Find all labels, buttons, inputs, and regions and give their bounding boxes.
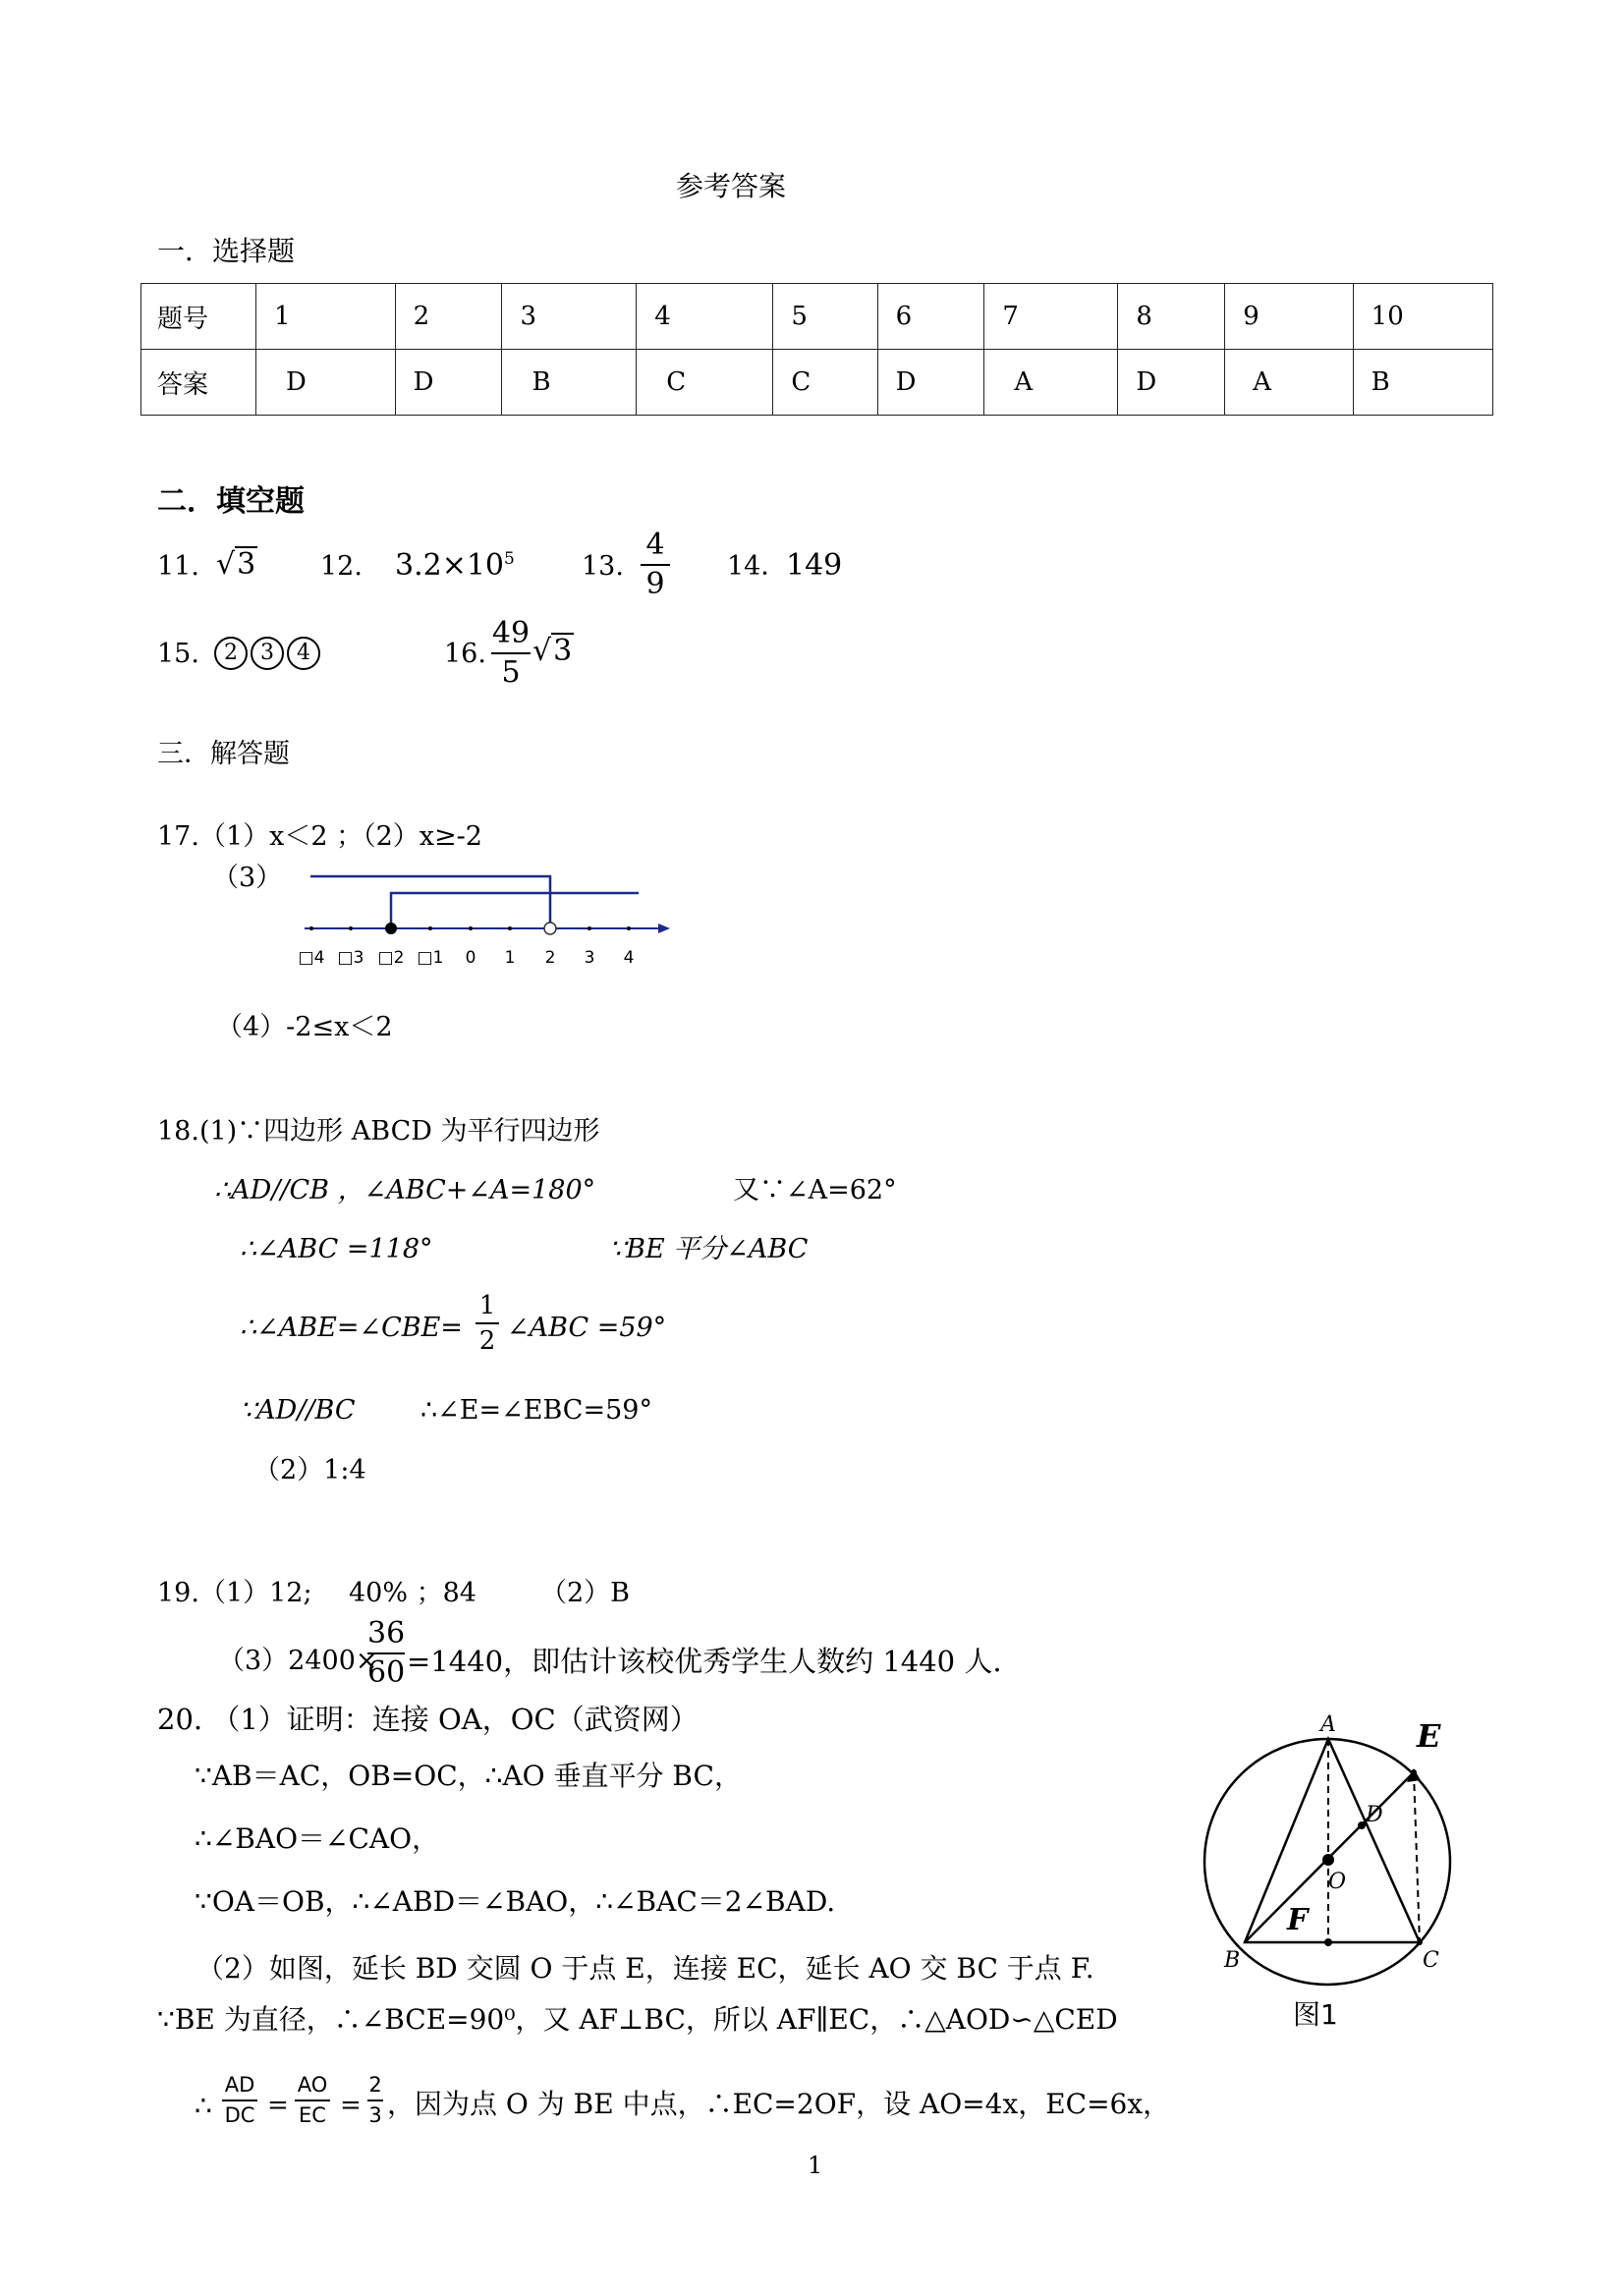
table-cell: D [877,350,984,416]
q18-line5a: ∵AD//BC [240,1395,356,1426]
circled-3: 3 [251,637,284,670]
triangle-abc [1245,1739,1420,1942]
q18-line5b: ∴∠E=∠EBC=59° [420,1395,652,1426]
section2-heading: 二．填空题 [157,484,305,519]
q18-line1: 18.(1)∵四边形 ABCD 为平行四边形 [157,1116,600,1147]
table-cell: 1 [256,284,396,350]
table-cell: 4 [637,284,773,350]
q20-line1: 20. （1）证明：连接 OA，OC（武资网） [157,1703,699,1736]
table-cell: 7 [984,284,1118,350]
point-d [1358,1821,1366,1829]
label-b: B [1224,1948,1241,1973]
tick-label: 3 [584,948,595,968]
q20-line3: ∴∠BAO＝∠CAO， [195,1822,440,1855]
tick-label: □3 [337,948,364,968]
table-cell: 9 [1225,284,1353,350]
q16-fraction: 49 5 [491,616,531,690]
q20-line4: ∵OA＝OB，∴∠ABD＝∠BAO，∴∠BAC＝2∠BAD. [195,1885,836,1918]
section3-heading: 三．解答题 [157,739,290,769]
q17-line1: 17.（1）x＜2 ；（2）x≥-2 [157,821,482,852]
table-header-question: 题号 [141,284,256,350]
tick-label: □2 [377,948,405,968]
q19-fraction: 36 60 [367,1616,406,1690]
page-number: 1 [808,2152,823,2179]
point-o [1322,1854,1334,1866]
q11-number: 11. [157,551,199,582]
tick-label: 4 [623,948,635,968]
q13-fraction: 4 9 [641,531,670,599]
q17-part4: （4）-2≤x＜2 [216,1012,393,1042]
q18-line2b: 又∵∠A=62° [733,1175,897,1205]
table-cell: A [984,350,1118,416]
q12-number: 12. [320,551,363,582]
point-e [1411,1769,1417,1775]
q15-number: 15. [157,639,199,669]
tick-label: 2 [544,948,556,968]
q18-part2: （2）1:4 [253,1455,366,1485]
table-cell: 6 [877,284,984,350]
q19-line1b: 40% ；84 [349,1578,476,1608]
solution-line-upper [310,876,550,924]
label-d: D [1366,1803,1383,1827]
table-cell: A [1225,350,1353,416]
q14-answer: 149 [786,548,843,583]
open-dot-icon [544,923,556,934]
q20-fraction-2-3: 2 3 [368,2073,382,2127]
figure-caption: 图1 [1293,1998,1338,2031]
tick-label: □1 [417,948,444,968]
q17-part3: （3） [212,863,283,893]
table-row-questions [141,284,1493,350]
q20-fraction-ao-ec: AO EC [295,2075,330,2126]
q20-line2: ∵AB＝AC，OB=OC，∴AO 垂直平分 BC， [195,1760,742,1792]
tick-label: □4 [298,948,325,968]
q18-line4b: ∠ABC =59° [507,1313,667,1343]
q20-line7-pre: ∴ [195,2090,212,2122]
label-o: O [1328,1870,1347,1894]
table-cell: C [637,350,773,416]
q20-line7-post: ，因为点 O 为 BE 中点，∴EC=2OF，设 AO=4x，EC=6x， [387,2088,1171,2120]
circled-4: 4 [287,637,320,670]
point-f [1324,1938,1332,1946]
q15-answer [214,637,323,670]
q20-line6: ∵BE 为直径，∴∠BCE=90⁰，又 AF⊥BC，所以 AF∥EC，∴△AOD∽△CED [157,2003,1118,2036]
table-cell: 8 [1118,284,1225,350]
q13-number: 13. [582,551,624,582]
solution-line-lower [391,893,639,924]
circle-geometry-figure [1189,1702,1474,2036]
point-c [1417,1939,1423,1945]
table-cell: 5 [773,284,877,350]
table-header-answer: 答案 [141,350,256,416]
table-cell: D [256,350,396,416]
q20-fraction-ad-dc: AD DC [222,2075,257,2126]
table-cell: D [1118,350,1225,416]
table-row-answers [141,350,1493,416]
q12-answer: $3.2\times 10^5$ [395,548,515,583]
number-line-diagram [285,865,678,973]
circled-2: 2 [214,637,248,670]
table-cell: D [395,350,502,416]
equals-sign: = [340,2091,362,2120]
q19-line1a: 19.（1）12; [157,1578,312,1608]
q20-line5: （2）如图，延长 BD 交圆 O 于点 E，连接 EC，延长 AO 交 BC 于点 F. [196,1952,1094,1985]
section1-heading: 一．选择题 [157,235,296,267]
table-cell: 10 [1353,284,1492,350]
q14-number: 14． [727,551,788,582]
page-title: 参考答案 [676,170,787,202]
table-cell: C [773,350,877,416]
q18-line2a: ∴AD//CB ，∠ABC+∠A=180° [214,1175,596,1205]
q18-line4a: ∴∠ABE=∠CBE= [240,1313,463,1343]
label-f: F [1287,1903,1309,1937]
table-cell: 2 [395,284,502,350]
q11-answer: √3 [216,547,256,582]
line-ec-dashed [1414,1772,1420,1942]
tick-label: 0 [465,948,476,968]
table-cell: B [502,350,637,416]
q19-line2b: =1440，即估计该校优秀学生人数约 1440 人. [407,1645,1002,1678]
axis-arrow-icon [658,924,670,933]
q16-number: 16. [444,639,486,669]
q18-half-fraction: 1 2 [476,1293,499,1354]
table-cell: 3 [502,284,637,350]
answer-table [140,283,1493,416]
table-cell: B [1353,350,1492,416]
q18-line3b: ∵BE 平分∠ABC [609,1234,809,1264]
tick-label: 1 [504,948,516,968]
closed-dot-icon [385,923,397,934]
equals-sign: = [267,2091,289,2120]
q19-line1c: （2）B [540,1578,631,1608]
label-c: C [1423,1948,1439,1973]
q19-line2a: （3）2400× [218,1646,378,1676]
q16-root: √3 [532,634,573,668]
label-e: E [1417,1717,1441,1755]
label-a: A [1320,1712,1336,1737]
q18-line3a: ∴∠ABC =118° [240,1234,433,1264]
